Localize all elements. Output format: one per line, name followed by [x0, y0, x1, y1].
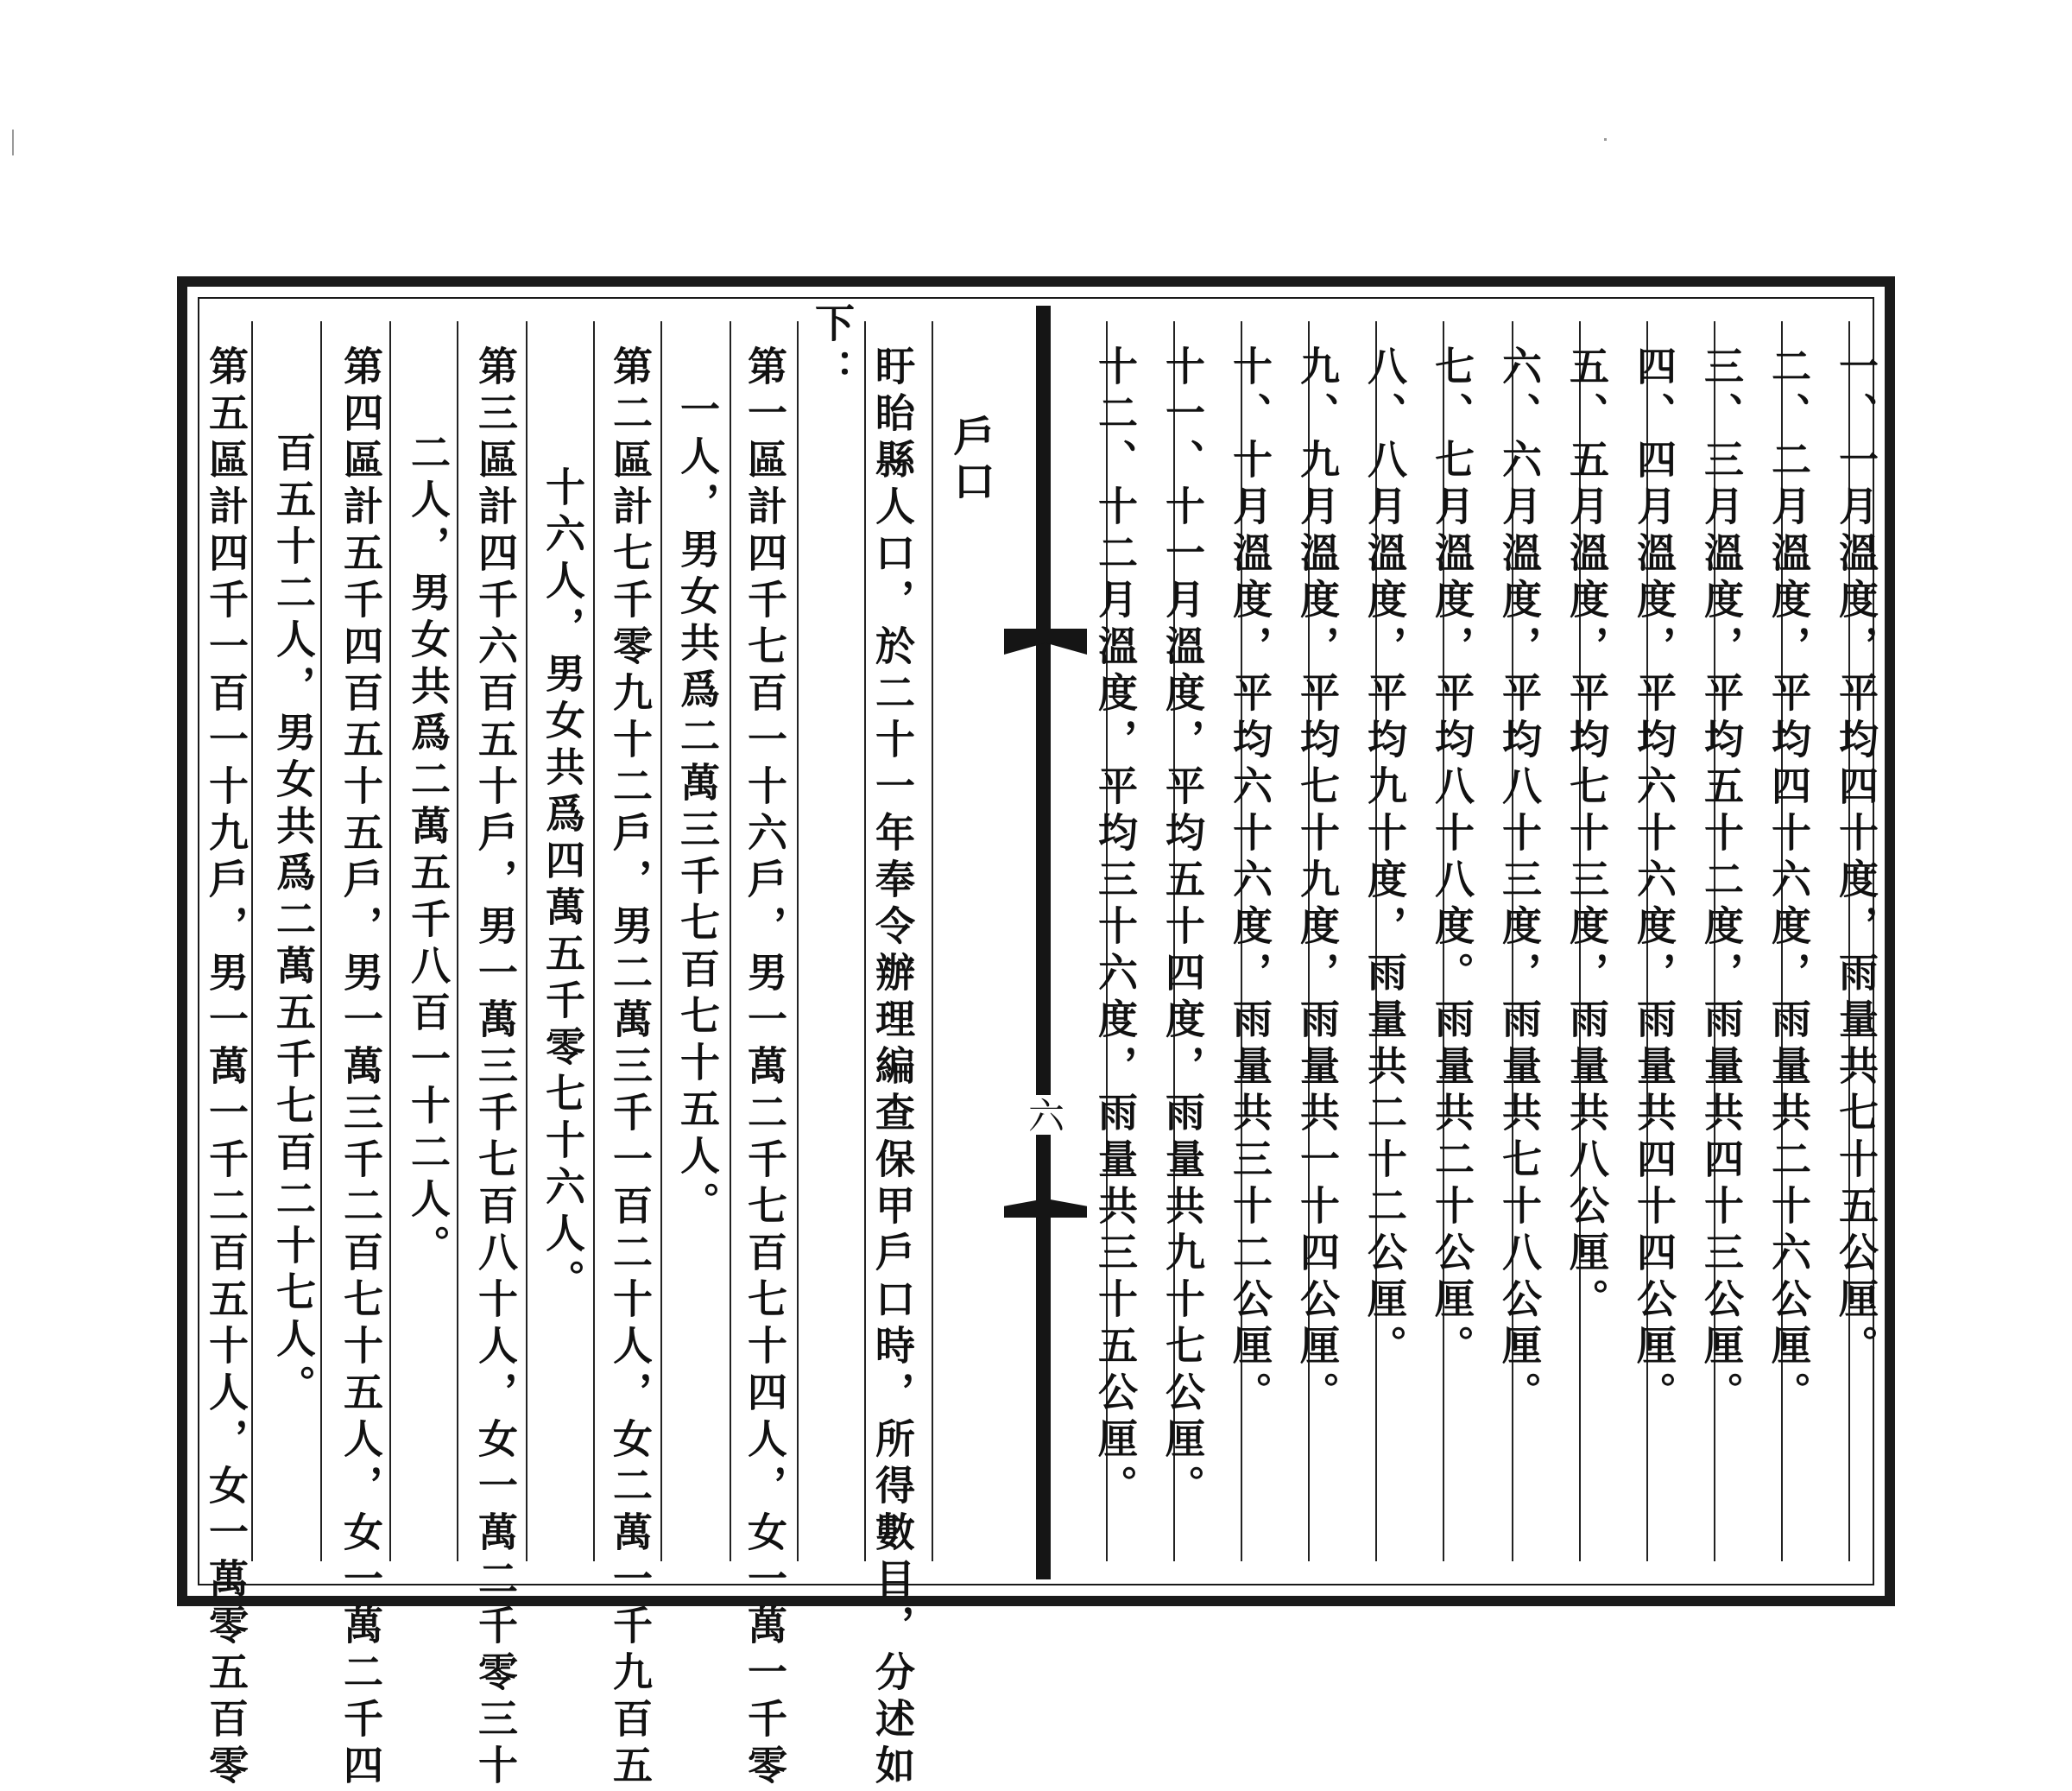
column-rule [864, 321, 866, 1561]
climate-line: 四、四月溫度，平均六十六度，雨量共四十四公厘。 [1631, 345, 1677, 1418]
district-line: 百五十二人，男女共爲二萬五千七百二十七人。 [270, 432, 317, 1411]
column-rule [797, 321, 799, 1561]
climate-line: 十一、十一月溫度，平均五十四度，雨量共九十七公厘。 [1159, 345, 1206, 1511]
population-intro: 盱眙縣人口，於二十一年奉令辦理編查保甲戶口時，所得數目，分述如 [869, 345, 916, 1791]
climate-line: 一、一月溫度，平均四十度，雨量共七十五公厘。 [1833, 345, 1879, 1371]
district-line: 二人，男女共爲二萬五千八百一十二人。 [405, 432, 452, 1271]
folio-number: 六 [1023, 1097, 1065, 1133]
column-rule [320, 321, 322, 1561]
climate-line: 九、九月溫度，平均七十九度，雨量共一十四公厘。 [1294, 345, 1341, 1418]
climate-line: 三、三月溫度，平均五十二度，雨量共四十三公厘。 [1698, 345, 1745, 1418]
district-line: 第一區計四千七百一十六戶，男一萬二千七百七十四人，女一萬一千零 [742, 345, 788, 1791]
district-line: 十六人，男女共爲四萬五千零七十六人。 [540, 466, 586, 1306]
climate-line: 十、十月溫度，平均六十六度，雨量共三十二公厘。 [1227, 345, 1273, 1418]
district-line: 一人，男女共爲二萬三千七百七十五人。 [674, 389, 721, 1228]
column-rule [389, 321, 391, 1561]
climate-line: 二、二月溫度，平均四十六度，雨量共二十六公厘。 [1766, 345, 1812, 1418]
district-line: 第五區計四千一百一十九戶，男一萬一千二百五十人，女一萬零五百零 [203, 345, 250, 1791]
section-heading: 戶口 [946, 415, 995, 504]
climate-line: 六、六月溫度，平均八十三度，雨量共七十八公厘。 [1496, 345, 1543, 1418]
climate-line: 五、五月溫度，平均七十三度，雨量共八公厘。 [1563, 345, 1610, 1325]
column-rule [730, 321, 731, 1561]
column-rule [457, 321, 458, 1561]
climate-line: 十二、十二月溫度，平均三十六度，雨量共三十五公厘。 [1092, 345, 1139, 1511]
paper-speck [12, 130, 14, 155]
column-rule [932, 321, 933, 1561]
column-rule [660, 321, 662, 1561]
population-intro-continuation: 下： [809, 302, 856, 396]
district-line: 第四區計五千四百五十五戶，男一萬三千二百七十五人，女一萬二千四 [338, 345, 384, 1791]
climate-line: 七、七月溫度，平均八十八度。雨量共二十公厘。 [1429, 345, 1475, 1371]
column-rule [593, 321, 595, 1561]
climate-line: 八、八月溫度，平均九十度，雨量共二十二公厘。 [1361, 345, 1408, 1371]
column-rule [251, 321, 253, 1561]
center-spine [1036, 306, 1051, 1579]
district-line: 第二區計七千零九十二戶，男二萬三千一百二十人，女二萬一千九百五 [607, 345, 654, 1791]
district-line: 第三區計四千六百五十戶，男一萬三千七百八十人，女一萬二千零三十 [472, 345, 519, 1791]
paper-speck [1604, 138, 1607, 141]
column-rule [526, 321, 527, 1561]
